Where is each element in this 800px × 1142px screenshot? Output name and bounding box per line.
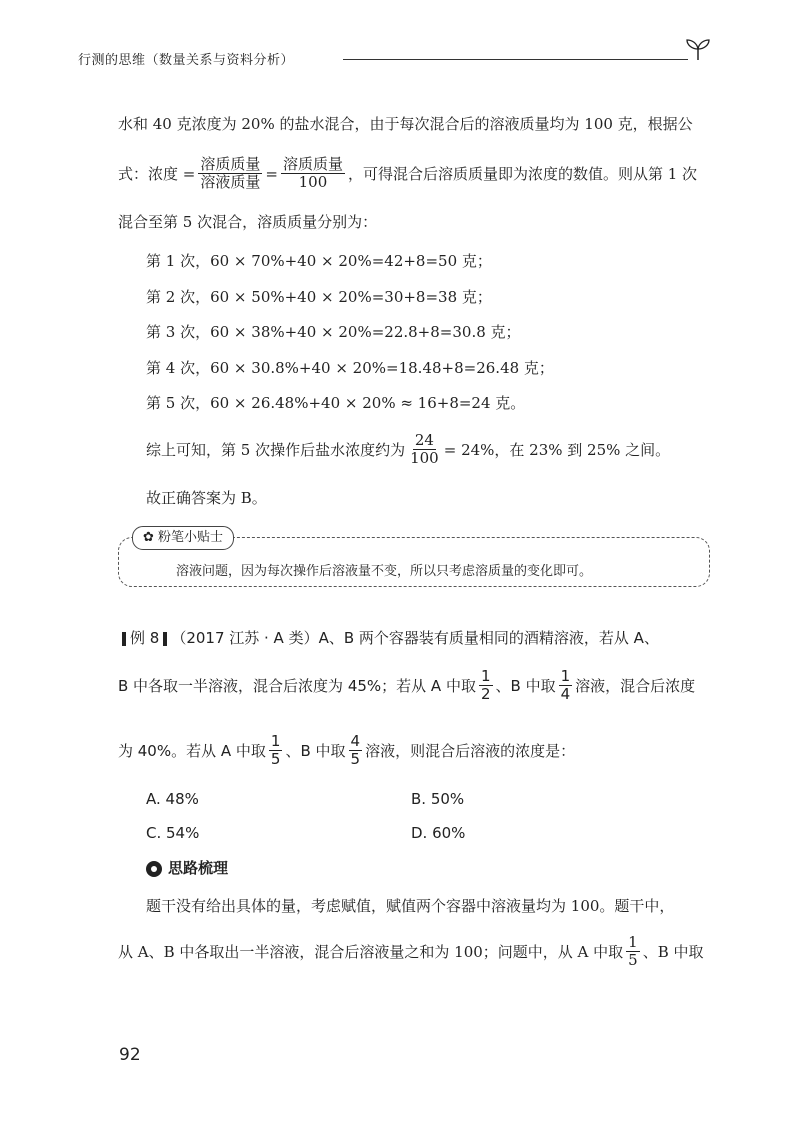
fraction-denominator: 5 bbox=[628, 951, 638, 970]
example-text: B 中各取一半溶液，混合后浓度为 45%；若从 A 中取 bbox=[118, 676, 476, 695]
header-rule bbox=[343, 59, 688, 60]
tip-text: 溶液问题，因为每次操作后溶液量不变，所以只考虑溶质量的变化即可。 bbox=[176, 564, 593, 579]
idea-line-1: 题干没有给出具体的量，考虑赋值，赋值两个容器中溶液量均为 100。题干中， bbox=[146, 897, 675, 915]
fraction-1-4 bbox=[559, 668, 573, 704]
fraction-numerator: 1 bbox=[270, 732, 281, 750]
fraction-numerator: 4 bbox=[350, 732, 361, 750]
fraction-denominator: 4 bbox=[560, 685, 571, 704]
bulb-icon bbox=[146, 861, 162, 877]
sprout-icon bbox=[683, 36, 713, 62]
fraction-denominator: 溶液质量 bbox=[200, 173, 261, 192]
fraction-1-2 bbox=[479, 668, 493, 704]
fraction-4-5 bbox=[349, 733, 363, 769]
step-3: 第 3 次，60 × 38%+40 × 20%=22.8+8=30.8 克； bbox=[146, 323, 521, 341]
running-header: 行测的思维（数量关系与资料分析） bbox=[78, 53, 295, 68]
example-text: 溶液，混合后浓度 bbox=[575, 676, 696, 695]
idea-text: 、B 中取 bbox=[642, 942, 704, 961]
idea-title: 思路梳理 bbox=[168, 859, 229, 877]
example-line-1 bbox=[118, 628, 659, 648]
fraction-numerator: 1 bbox=[560, 667, 571, 685]
answer-line: 故正确答案为 B。 bbox=[146, 489, 267, 507]
summary-prefix: 综上可知，第 5 次操作后盐水浓度约为 bbox=[146, 440, 406, 459]
fraction-1-5 bbox=[269, 733, 283, 769]
fraction-numerator: 溶质质量 bbox=[200, 155, 261, 173]
example-text: 为 40%。若从 A 中取 bbox=[118, 741, 266, 760]
formula-line bbox=[118, 156, 697, 192]
fraction-numerator: 溶质质量 bbox=[282, 155, 343, 173]
option-d: D. 60% bbox=[411, 824, 466, 842]
example-line-3 bbox=[118, 733, 575, 769]
bracket-bar bbox=[122, 632, 126, 646]
step-4: 第 4 次，60 × 30.8%+40 × 20%=18.48+8=26.48 克； bbox=[146, 359, 554, 377]
summary-line bbox=[146, 432, 670, 468]
example-text: 溶液，则混合后溶液的浓度是： bbox=[365, 741, 576, 760]
step-5: 第 5 次，60 × 26.48%+40 × 20% ≈ 16+8=24 克。 bbox=[146, 394, 526, 412]
fraction-1-5 bbox=[626, 934, 640, 970]
idea-text: 从 A、B 中各取出一半溶液，混合后溶液量之和为 100；问题中，从 A 中取 bbox=[118, 942, 624, 961]
idea-heading bbox=[146, 858, 228, 878]
sprout-icon: ✿ bbox=[143, 530, 154, 545]
fraction-numerator: 1 bbox=[628, 933, 638, 951]
fraction-denominator: 2 bbox=[480, 685, 491, 704]
step-1: 第 1 次，60 × 70%+40 × 20%=42+8=50 克； bbox=[146, 252, 492, 270]
example-line-2 bbox=[118, 668, 695, 704]
example-text: 、B 中取 bbox=[495, 676, 556, 695]
fraction-solute-100 bbox=[281, 156, 345, 192]
equals-sign: = bbox=[265, 164, 278, 183]
idea-line-2 bbox=[118, 934, 704, 970]
fraction-solute-solution bbox=[198, 156, 262, 192]
fraction-denominator: 100 bbox=[410, 449, 439, 468]
tip-badge-label: 粉笔小贴士 bbox=[158, 530, 224, 545]
option-a: A. 48% bbox=[146, 790, 199, 808]
formula-suffix: ，可得混合后溶质质量即为浓度的数值。则从第 1 次 bbox=[347, 164, 698, 183]
step-2: 第 2 次，60 × 50%+40 × 20%=30+8=38 克； bbox=[146, 288, 492, 306]
example-label: 例 8 bbox=[130, 629, 160, 647]
tip-badge bbox=[132, 526, 234, 550]
formula-prefix: 式：浓度 = bbox=[118, 164, 196, 183]
fraction-denominator: 5 bbox=[350, 750, 361, 769]
bracket-bar bbox=[163, 632, 167, 646]
option-c: C. 54% bbox=[146, 824, 200, 842]
fraction-numerator: 24 bbox=[414, 431, 434, 449]
summary-suffix: = 24%，在 23% 到 25% 之间。 bbox=[443, 440, 671, 459]
para-line-3: 混合至第 5 次混合，溶质质量分别为： bbox=[118, 213, 378, 231]
fraction-numerator: 1 bbox=[480, 667, 491, 685]
example-text: 、B 中取 bbox=[285, 741, 346, 760]
fraction-denominator: 5 bbox=[270, 750, 281, 769]
fraction-24-100 bbox=[408, 432, 441, 468]
fraction-denominator: 100 bbox=[298, 173, 328, 192]
page-number: 92 bbox=[119, 1045, 141, 1065]
option-b: B. 50% bbox=[411, 790, 465, 808]
example-source-text: （2017 江苏 · A 类）A、B 两个容器装有质量相同的酒精溶液，若从 A、 bbox=[171, 629, 659, 647]
para-line-1: 水和 40 克浓度为 20% 的盐水混合，由于每次混合后的溶液质量均为 100 克，根据公 bbox=[118, 115, 693, 133]
